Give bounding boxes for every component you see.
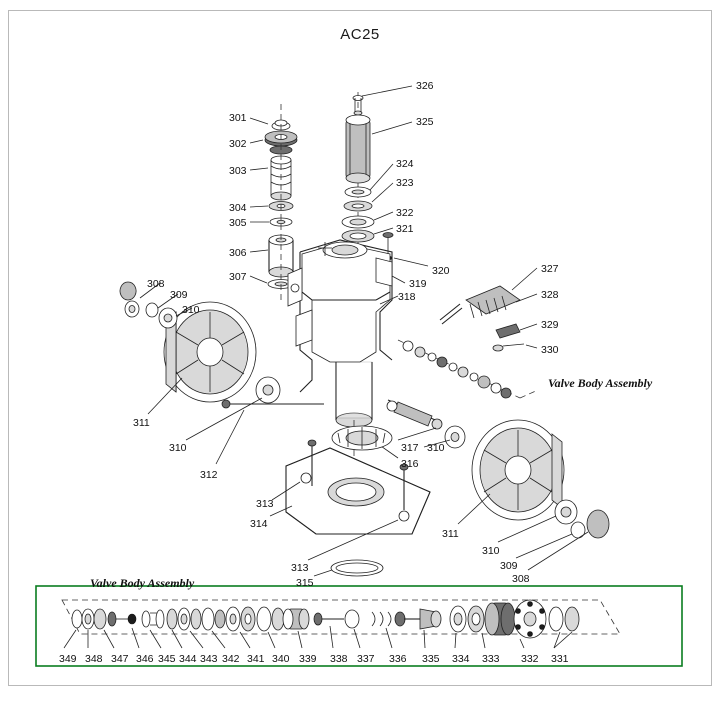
valve-body-assembly-label-bottom: Valve Body Assembly — [90, 576, 195, 590]
callout-323: 323 — [396, 177, 414, 189]
callout-309: 309 — [170, 289, 188, 301]
valve-body-assembly-label-right: Valve Body Assembly — [548, 376, 653, 390]
callout-320: 320 — [432, 265, 450, 277]
callout-301: 301 — [229, 112, 247, 124]
callout-330: 330 — [541, 344, 559, 356]
bottom-assembly-parts — [72, 600, 579, 638]
callout-328: 328 — [541, 289, 559, 301]
callout-306: 306 — [229, 247, 247, 259]
callout-310-b: 310 — [169, 442, 187, 454]
callout-314: 314 — [250, 518, 268, 530]
callout-324: 324 — [396, 158, 414, 170]
callout-338: 338 — [330, 653, 348, 665]
callout-308-b: 308 — [512, 573, 530, 585]
callout-326: 326 — [416, 80, 434, 92]
callout-303: 303 — [229, 165, 247, 177]
callout-321: 321 — [396, 223, 414, 235]
callout-312: 312 — [200, 469, 218, 481]
callout-349: 349 — [59, 653, 77, 665]
callout-307: 307 — [229, 271, 247, 283]
callout-304: 304 — [229, 202, 247, 214]
callout-336: 336 — [389, 653, 407, 665]
callout-347: 347 — [111, 653, 129, 665]
callout-342: 342 — [222, 653, 240, 665]
callout-311: 311 — [133, 417, 150, 429]
handle-parts — [440, 268, 537, 351]
upper-stack-parts — [265, 104, 297, 300]
callout-310-c: 310 — [427, 442, 445, 454]
pin-312 — [216, 400, 324, 464]
callout-313: 313 — [256, 498, 274, 510]
callout-310-d: 310 — [482, 545, 500, 557]
top-cylinder-parts — [342, 92, 374, 250]
callout-325: 325 — [416, 116, 434, 128]
callout-339: 339 — [299, 653, 317, 665]
callout-311-b: 311 — [442, 528, 459, 540]
page-title: AC25 — [340, 26, 380, 43]
callout-348: 348 — [85, 653, 103, 665]
callout-331: 331 — [551, 653, 569, 665]
callout-343: 343 — [200, 653, 218, 665]
callout-340: 340 — [272, 653, 290, 665]
callout-337: 337 — [357, 653, 375, 665]
callout-316: 316 — [401, 458, 419, 470]
callout-344: 344 — [179, 653, 197, 665]
callout-327: 327 — [541, 263, 559, 275]
callout-346: 346 — [136, 653, 154, 665]
callout-319: 319 — [409, 278, 427, 290]
callout-315: 315 — [296, 577, 314, 589]
callout-332: 332 — [521, 653, 539, 665]
callout-305: 305 — [229, 217, 247, 229]
callout-329: 329 — [541, 319, 559, 331]
callout-308: 308 — [147, 278, 165, 290]
callout-313-b: 313 — [291, 562, 309, 574]
callout-334: 334 — [452, 653, 470, 665]
callout-302: 302 — [229, 138, 247, 150]
right-valve-assembly-row — [398, 340, 538, 398]
callout-310: 310 — [182, 304, 200, 316]
callout-345: 345 — [158, 653, 176, 665]
callout-318: 318 — [398, 291, 416, 303]
callout-333: 333 — [482, 653, 500, 665]
callout-341: 341 — [247, 653, 265, 665]
callout-322: 322 — [396, 207, 414, 219]
callout-317: 317 — [401, 442, 419, 454]
callout-335: 335 — [422, 653, 440, 665]
callout-309-b: 309 — [500, 560, 518, 572]
right-wheel — [458, 420, 609, 570]
